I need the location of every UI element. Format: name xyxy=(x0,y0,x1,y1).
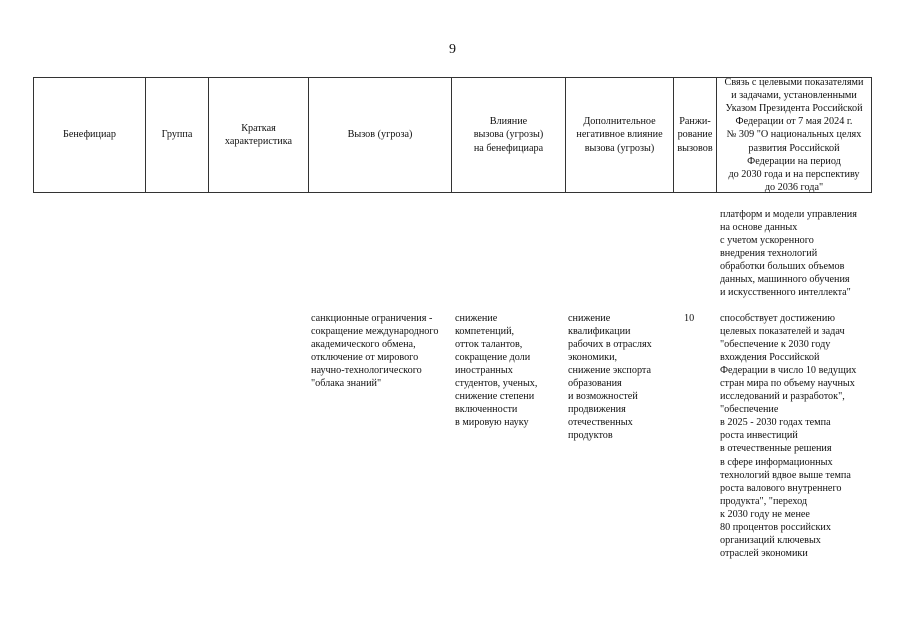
continuation-text: платформ и модели управления на основе данных с учетом ускоренного внедрения технологий обработки больших объемов данных, машинного обучения и искусственного интеллекта" xyxy=(720,209,857,299)
row-challenge: санкционные ограничения - сокращение международного академического обмена, отключение от мирового научно-технологического "облака знаний" xyxy=(311,313,439,390)
row-national-goals-link: способствует достижению целевых показателей и задач "обеспечение к 2030 году вхождения Российской Федерации в число 10 ведущих стран мира по объему научных исследований и разработок", "обеспечение в 2025 - 2030 годах темпа роста инвестиций в отечественные решения в сфере информационных технологий вдвое выше темпа роста валового внутреннего продукта", "переход к 2030 году не менее 80 процентов российских организаций ключевых отраслей экономики xyxy=(720,313,857,559)
header-beneficiary: Бенефициар xyxy=(62,129,117,141)
header-brief-description: Краткая характеристика xyxy=(224,122,293,147)
column-divider xyxy=(871,77,872,193)
header-challenge: Вызов (угроза) xyxy=(347,129,413,141)
row-ranking: 10 xyxy=(684,313,695,324)
page-number: 9 xyxy=(449,42,456,57)
row-negative-impact: снижение квалификации рабочих в отраслях экономики, снижение экспорта образования и возможностей продвижения отечественных продуктов xyxy=(568,313,652,442)
header-group: Группа xyxy=(161,129,193,141)
header-ranking: Ранжи- рование вызовов xyxy=(677,116,713,154)
header-impact: Влияние вызова (угрозы) на бенефициара xyxy=(473,116,544,154)
row-impact: снижение компетенций, отток талантов, сокращение доли иностранных студентов, ученых, снижение степени включенности в мировую науку xyxy=(455,313,538,429)
header-negative-impact: Дополнительное негативное влияние вызова (угрозы) xyxy=(576,116,663,154)
header-national-goals-link: Связь с целевыми показателями и задачами, установленными Указом Президента Российской Федерации от 7 мая 2024 г. № 309 "О национальных целях развития Российской Федерации на период до 2030 года и на перспективу до 2036 года" xyxy=(724,77,864,193)
